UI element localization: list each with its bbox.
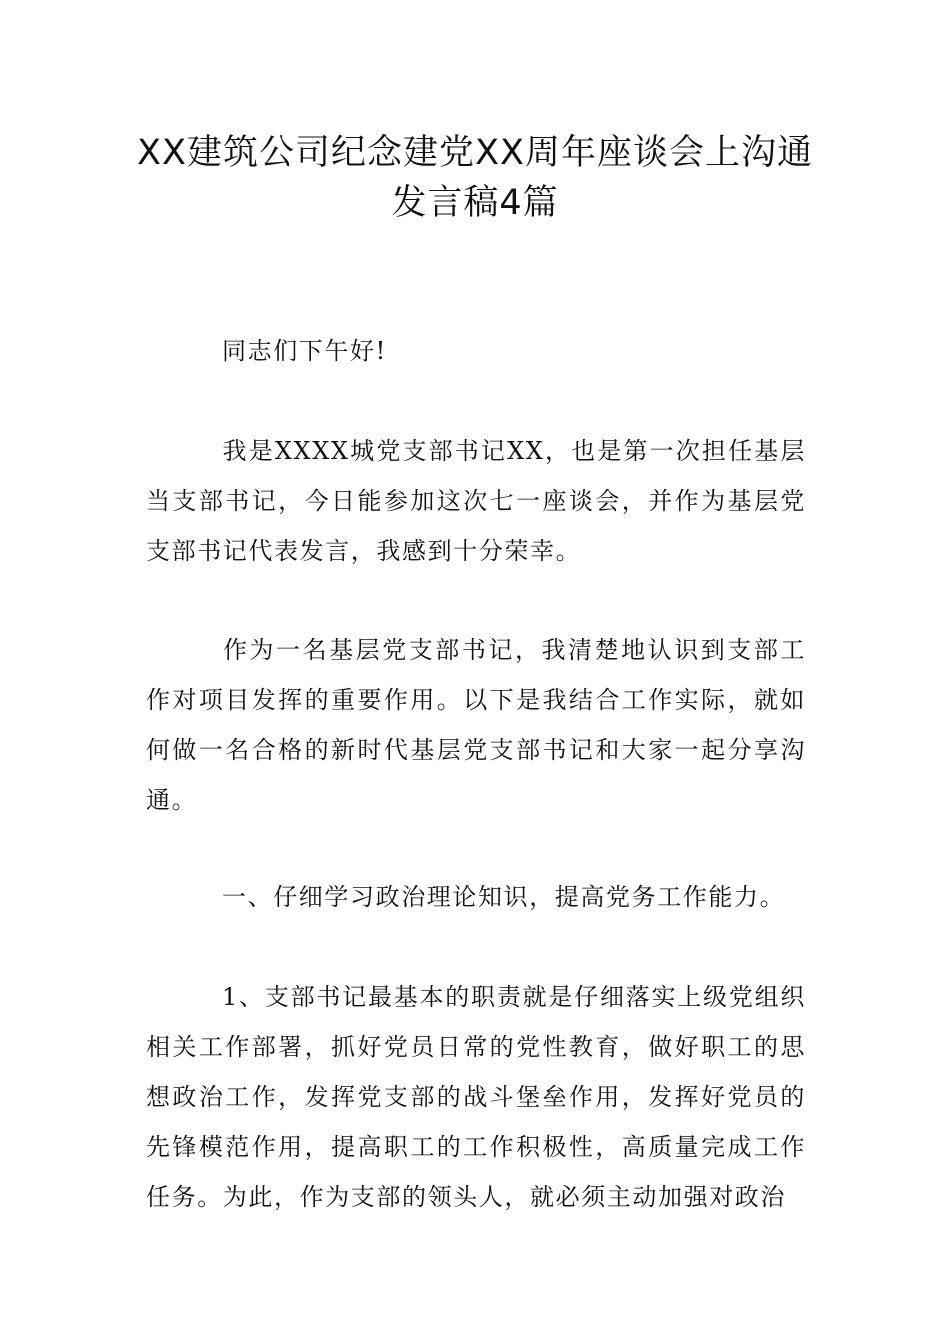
paragraph-intro: [146, 426, 806, 576]
section-heading-text: 一、仔细学习政治理论知识，提高党务工作能力。: [222, 883, 786, 911]
document-title-line-1: XX建筑公司纪念建党XX周年座谈会上沟通: [137, 133, 813, 173]
paragraph-item-1: [146, 972, 806, 1222]
paragraph-text: 1、支部书记最基本的职责就是仔细落实上级党组织相关工作部署，抓好党员日常的党性教育，做好职工的思想政治工作，发挥党支部的战斗堡垒作用，发挥好党员的先锋模范作用，提高职工的工作积极性，高质量完成工作任务。为此，作为支部的领头人，就必须主动加强对政治: [146, 983, 806, 1211]
paragraph-text: 同志们下午好!: [222, 337, 387, 365]
paragraph-greeting: [146, 326, 806, 376]
paragraph-text: 我是XXXX城党支部书记XX，也是第一次担任基层当支部书记，今日能参加这次七一座谈会，并作为基层党支部书记代表发言，我感到十分荣幸。: [146, 437, 806, 565]
section-heading-1: [146, 872, 806, 922]
document-title-line-2: 发言稿4篇: [391, 183, 559, 223]
paragraph-role: [146, 625, 806, 825]
paragraph-text: 作为一名基层党支部书记，我清楚地认识到支部工作对项目发挥的重要作用。以下是我结合工作实际，就如何做一名合格的新时代基层党支部书记和大家一起分享沟通。: [146, 636, 806, 814]
